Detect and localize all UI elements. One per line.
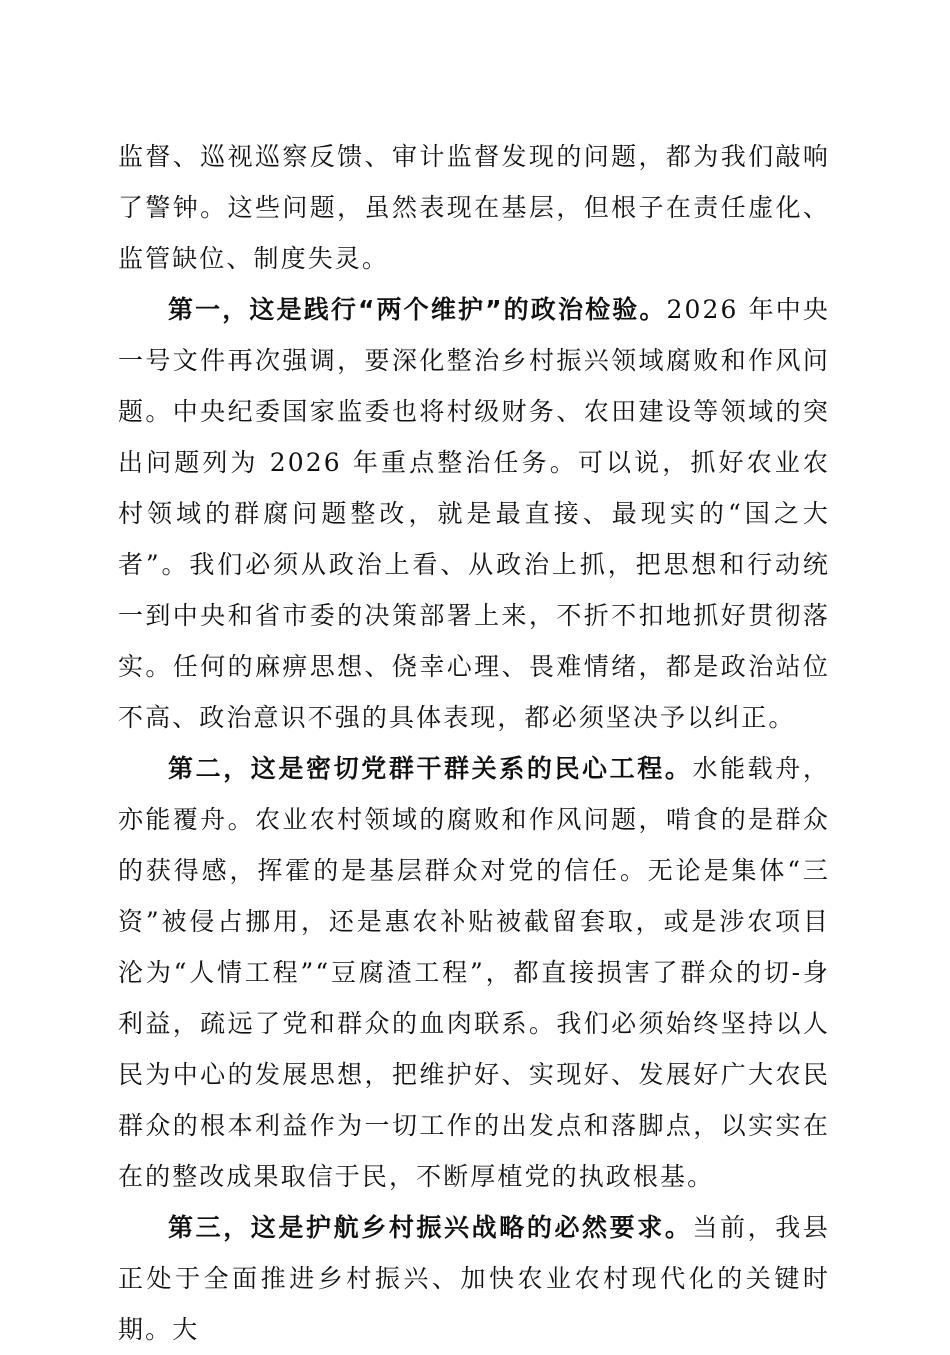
paragraph-text: 监督、巡视巡察反馈、审计监督发现的问题，都为我们敲响了警钟。这些问题，虽然表现在基层，但根子在责任虚化、监管缺位、制度失灵。: [118, 142, 830, 273]
paragraph-heading: 第二，这是密切党群干群关系的民心工程。: [168, 754, 693, 783]
paragraph-continuation: [118, 131, 830, 284]
paragraph-text: 当前，我县正处于全面推进乡村振兴、加快农业农村现代化的关键时期。大: [118, 1213, 830, 1344]
paragraph-heading: 第三，这是护航乡村振兴战略的必然要求。: [168, 1213, 693, 1242]
document-body: [118, 131, 830, 1355]
paragraph-heading: 第一，这是践行“两个维护”的政治检验。: [168, 295, 667, 324]
paragraph-first-point: [118, 284, 830, 743]
paragraph-second-point: [118, 743, 830, 1202]
paragraph-third-point: [118, 1202, 830, 1355]
paragraph-text: 水能载舟，亦能覆舟。农业农村领域的腐败和作风问题，啃食的是群众的获得感，挥霍的是基层群众对党的信任。无论是集体“三资”被侵占挪用，还是惠农补贴被截留套取，或是涉农项目沦为“人情工程”“豆腐渣工程”，都直接损害了群众的切-身利益，疏远了党和群众的血肉联系。我们必须始终坚持以人民为中心的发展思想，把维护好、实现好、发展好广大农民群众的根本利益作为一切工作的出发点和落脚点，以实实在在的整改成果取信于民，不断厚植党的执政根基。: [118, 754, 830, 1191]
paragraph-text: 2026 年中央一号文件再次强调，要深化整治乡村振兴领域腐败和作风问题。中央纪委国家监委也将村级财务、农田建设等领域的突出问题列为 2026 年重点整治任务。可以说，抓好农业农村领域的群腐问题整改，就是最直接、最现实的“国之大者”。我们必须从政治上看、从政治上抓，把思想和行动统一到中央和省市委的决策部署上来，不折不扣地抓好贯彻落实。任何的麻痹思想、侥幸心理、畏难情绪，都是政治站位不高、政治意识不强的具体表现，都必须坚决予以纠正。: [118, 295, 831, 732]
